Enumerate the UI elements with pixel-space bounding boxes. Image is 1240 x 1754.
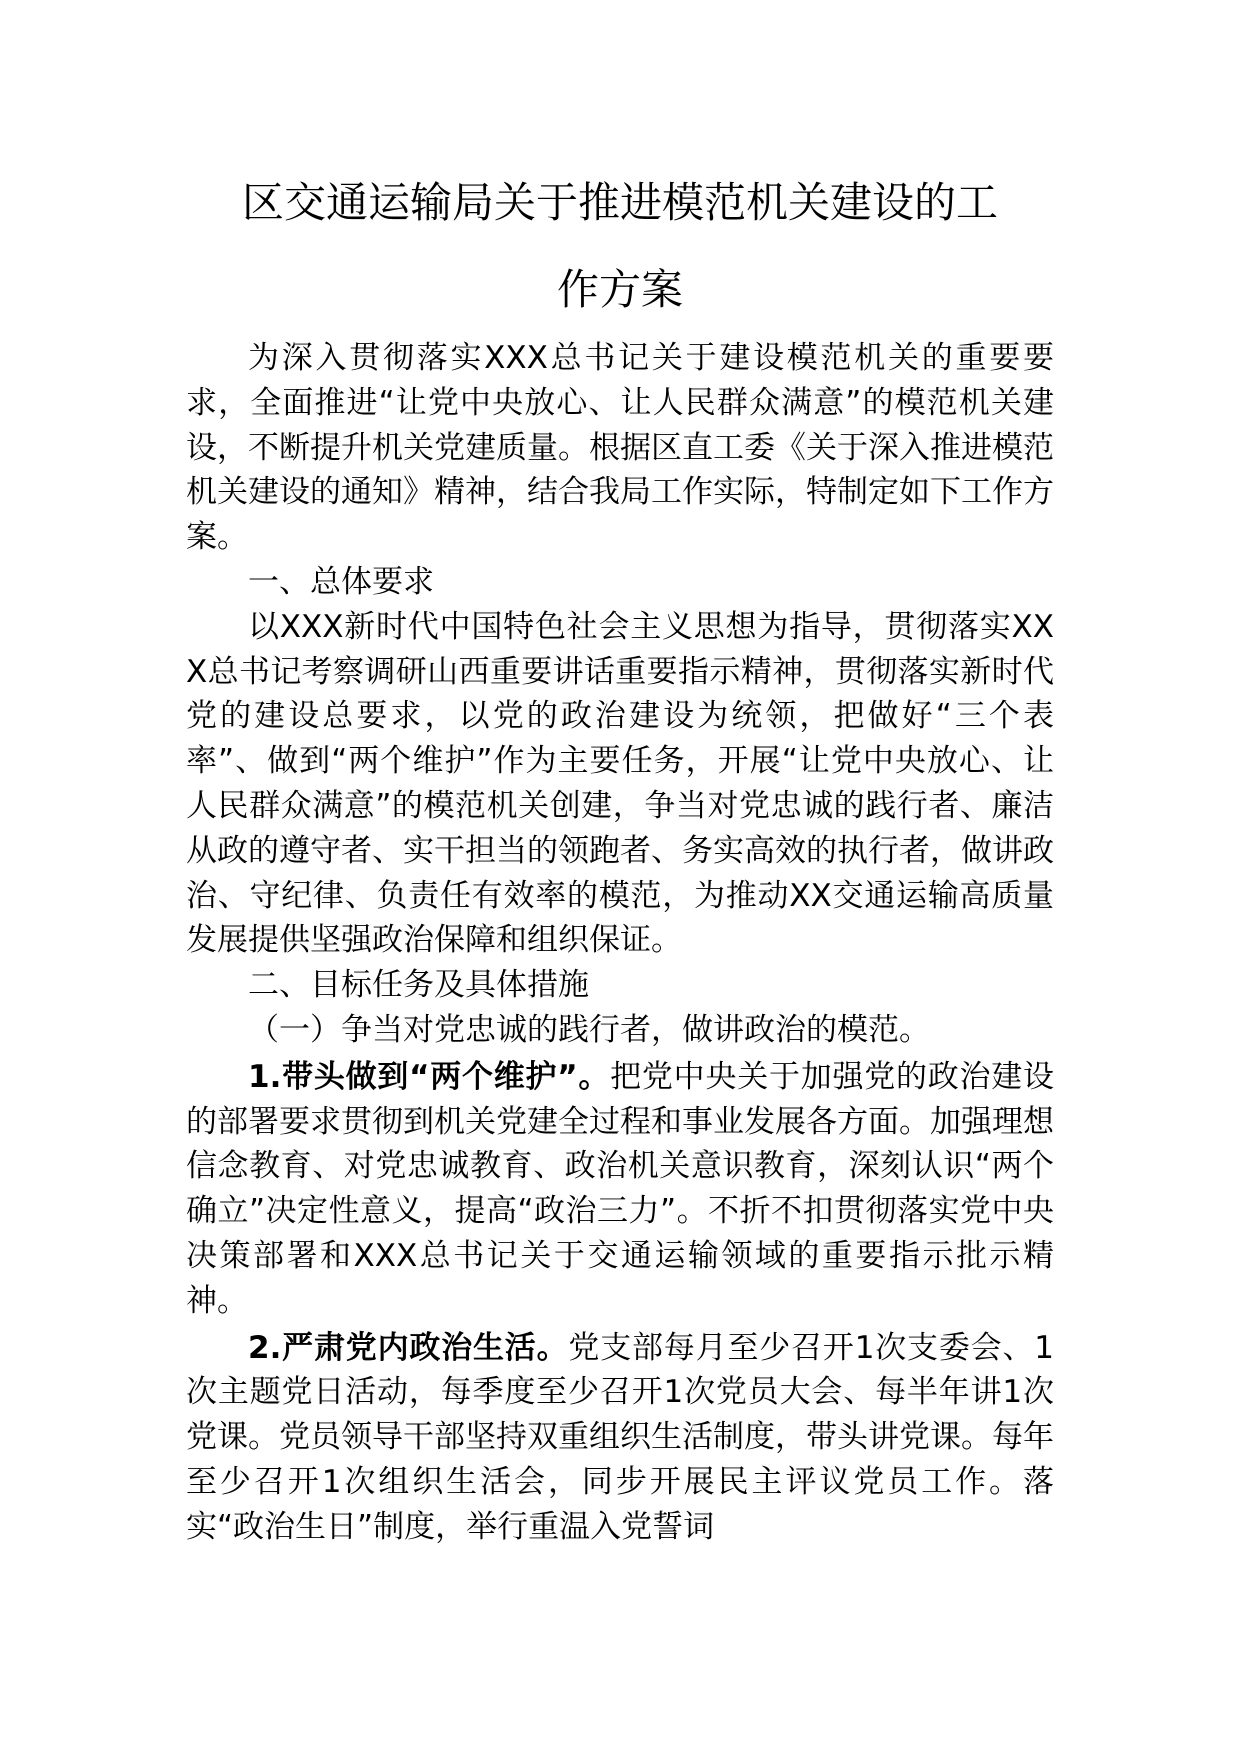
measure-2-text: 党支部每月至少召开1次支委会、1次主题党日活动，每季度至少召开1次党员大会、每半年讲1次党课。党员领导干部坚持双重组织生活制度，带头讲党课。每年至少召开1次组织生活会，同步开展民主评议党员工作。落实“政治生日”制度，举行重温入党誓词 <box>186 1329 1054 1545</box>
section-heading-2-text: 二、目标任务及具体措施 <box>248 967 589 1004</box>
measure-paragraph-2 <box>186 1326 1054 1550</box>
section-heading-2 <box>186 963 1054 1008</box>
document-title-line-2: 作方案 <box>556 265 683 314</box>
general-requirements-paragraph <box>186 605 1054 963</box>
measure-1-text: 把党中央关于加强党的政治建设的部署要求贯彻到机关党建全过程和事业发展各方面。加强理想信念教育、对党忠诚教育、政治机关意识教育，深刻认识“两个确立”决定性意义，提高“政治三力”。不折不扣贯彻落实党中央决策部署和XXX总书记关于交通运输领域的重要指示批示精神。 <box>186 1058 1055 1319</box>
intro-paragraph <box>186 336 1054 560</box>
measure-2-heading: 2.严肃党内政治生活。 <box>248 1329 569 1366</box>
section-heading-1-text: 一、总体要求 <box>248 563 434 600</box>
section-heading-1 <box>186 560 1054 605</box>
measure-paragraph-1 <box>186 1055 1054 1324</box>
subsection-heading-1-text: （一）争当对党忠诚的践行者，做讲政治的模范。 <box>248 1011 930 1048</box>
intro-text: 为深入贯彻落实XXX总书记关于建设模范机关的重要要求，全面推进“让党中央放心、让人民群众满意”的模范机关建设，不断提升机关党建质量。根据区直工委《关于深入推进模范机关建设的通知》精神，结合我局工作实际，特制定如下工作方案。 <box>186 340 1054 556</box>
measure-1-heading: 1.带头做到“两个维护”。 <box>248 1058 611 1095</box>
document-body <box>186 336 1054 1550</box>
subsection-heading-1 <box>186 1008 1054 1053</box>
general-requirements-text: 以XXX新时代中国特色社会主义思想为指导，贯彻落实XXX总书记考察调研山西重要讲话重要指示精神，贯彻落实新时代党的建设总要求，以党的政治建设为统领，把做好“三个表率”、做到“两个维护”作为主要任务，开展“让党中央放心、让人民群众满意”的模范机关创建，争当对党忠诚的践行者、廉洁从政的遵守者、实干担当的领跑者、务实高效的执行者，做讲政治、守纪律、负责任有效率的模范，为推动XX交通运输高质量发展提供坚强政治保障和组织保证。 <box>186 608 1054 959</box>
document-title-line-1: 区交通运输局关于推进模范机关建设的工 <box>241 178 998 227</box>
